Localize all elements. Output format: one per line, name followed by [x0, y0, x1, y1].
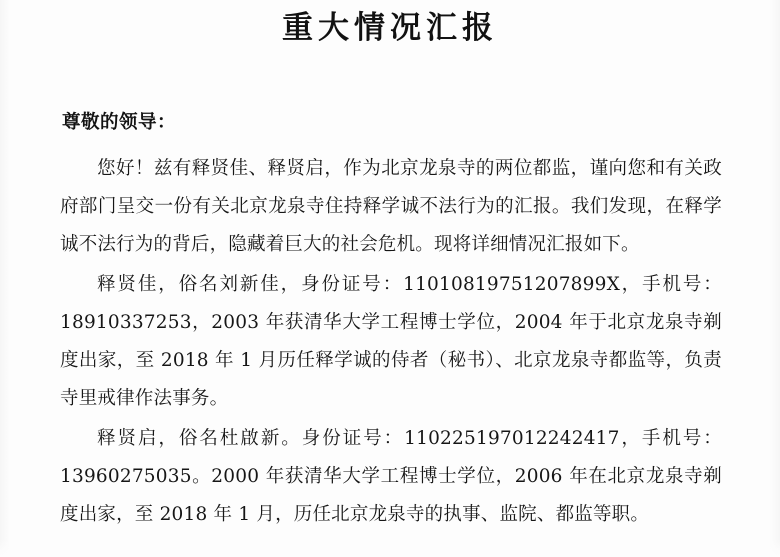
salutation: 尊敬的领导：: [62, 111, 177, 133]
page-title: 重大情况汇报: [282, 10, 498, 46]
paragraph-xianjia: 释贤佳，俗名刘新佳，身份证号：11010819751207899X，手机号：18910337253，2003 年获清华大学工程博士学位，2004 年于北京龙泉寺剃度出家，至 2018 年 1 月历任释学诚的侍者（秘书）、北京龙泉寺都监等，负责寺里戒律作法事务。: [60, 273, 722, 409]
document-body: [0, 110, 780, 534]
page-bottom-fade: [0, 539, 780, 557]
paragraph-intro: 您好！兹有释贤佳、释贤启，作为北京龙泉寺的两位都监，谨向您和有关政府部门呈交一份有关北京龙泉寺住持释学诚不法行为的汇报。我们发现，在释学诚不法行为的背后，隐藏着巨大的社会危机。现将详细情况汇报如下。: [60, 157, 722, 255]
paragraph-xianqi: 释贤启，俗名杜啟新。身份证号：110225197012242417，手机号：13960275035。2000 年获清华大学工程博士学位，2006 年在北京龙泉寺剃度出家，至 2018 年 1 月，历任北京龙泉寺的执事、监院、都监等职。: [60, 427, 722, 525]
